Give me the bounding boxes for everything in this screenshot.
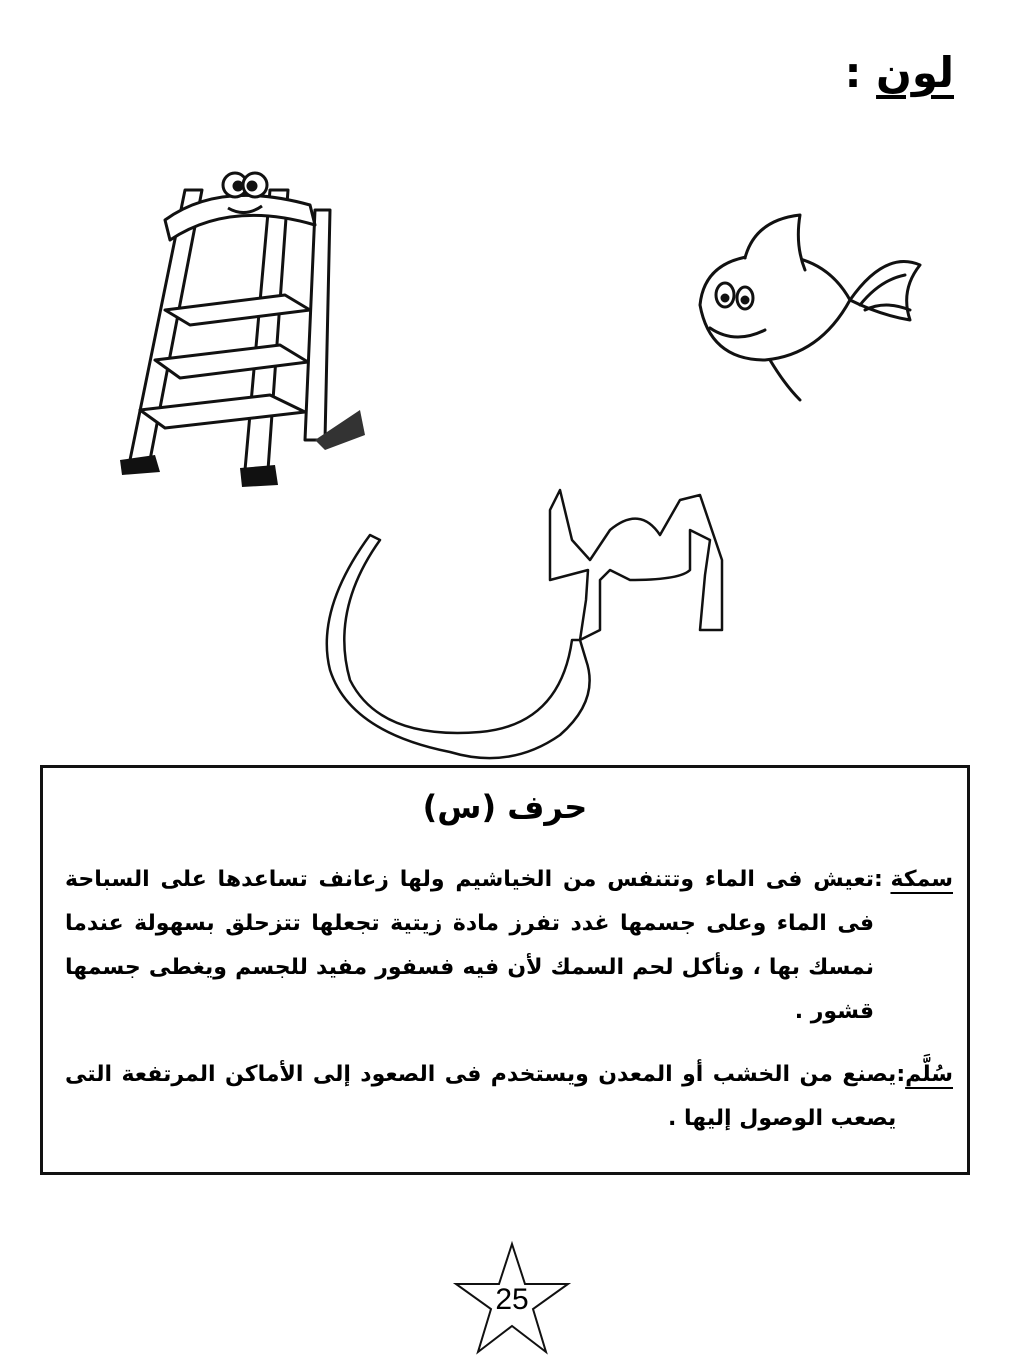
page-number-badge — [452, 1240, 572, 1360]
term-separator: : — [896, 1062, 906, 1087]
term-separator: : — [874, 867, 891, 892]
letter-outline — [310, 470, 750, 760]
heading-colon: : — [844, 48, 877, 97]
entry-definition: يصنع من الخشب أو المعدن ويستخدم فى الصعود إلى الأماكن المرتفعة التى يصعب الوصول إليها . — [65, 1062, 897, 1131]
term-word: سمكة — [890, 867, 953, 892]
term-word: سُلَّم — [905, 1062, 953, 1087]
entry-term — [874, 858, 953, 902]
ladder-icon — [110, 150, 380, 490]
fish-icon — [685, 210, 925, 415]
entry-term — [896, 1053, 953, 1097]
box-title: حرف (س) — [422, 788, 588, 826]
page-number: 25 — [495, 1283, 529, 1316]
entry-fish — [65, 858, 953, 1034]
entry-ladder — [65, 1053, 953, 1141]
page-heading — [845, 48, 954, 97]
entry-definition: تعيش فى الماء وتتنفس من الخياشيم ولها زعانف تساعدها على السباحة فى الماء وعلى جسمها غدد تفرز مادة زيتية تجعلها تتزحلق بسهولة عندما نمسك بها ، ونأكل لحم السمك لأن فيه فسفور مفيد للجسم ويغطى جسمها قشور . — [65, 867, 874, 1024]
info-box — [40, 765, 970, 1175]
heading-word: لون — [876, 48, 954, 97]
